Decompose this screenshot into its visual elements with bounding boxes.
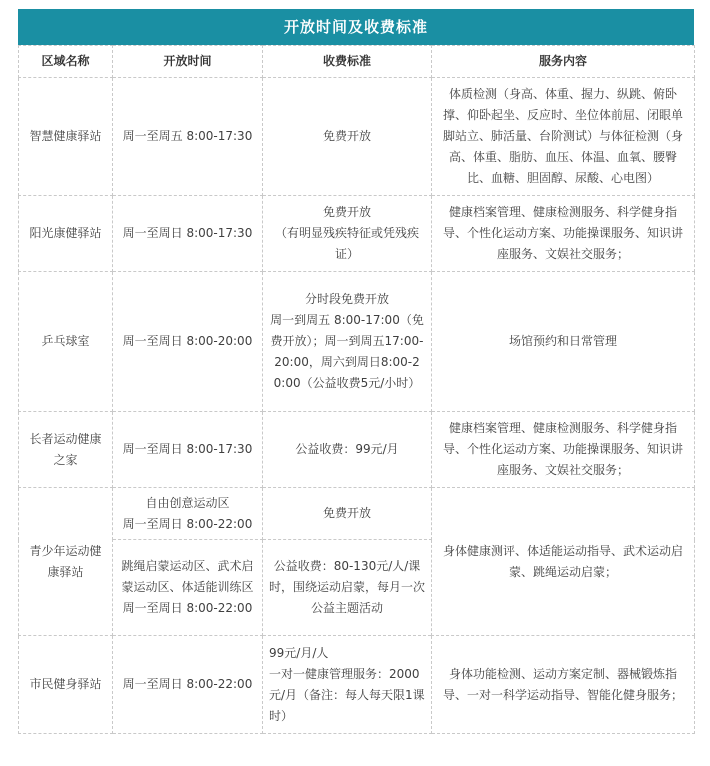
fee-standard: 公益收费：99元/月: [263, 412, 432, 488]
header-area-name: 区域名称: [19, 46, 113, 78]
service-content: 场馆预约和日常管理: [432, 272, 695, 412]
header-open-time: 开放时间: [113, 46, 263, 78]
fee-standard: 免费开放: [263, 78, 432, 196]
table-row: [19, 636, 695, 734]
area-name: 长者运动健康之家: [19, 412, 113, 488]
table-row: [19, 272, 695, 412]
fee-standard: 免费开放: [263, 488, 432, 540]
service-content: 身体健康测评、体适能运动指导、武术运动启蒙、跳绳运动启蒙；: [432, 488, 695, 636]
fee-schedule: [18, 9, 694, 734]
service-content: 健康档案管理、健康检测服务、科学健身指导、个性化运动方案、功能操课服务、知识讲座服务、文娱社交服务；: [432, 412, 695, 488]
area-name: 智慧健康驿站: [19, 78, 113, 196]
open-time: 周一至周日 8:00-22:00: [113, 636, 263, 734]
fee-standard: 分时段免费开放 周一到周五 8:00-17:00（免费开放）；周一到周五17:00-20:00，周六到周日8:00-20:00（公益收费5元/小时）: [263, 272, 432, 412]
fee-standard: 99元/月/人 一对一健康管理服务：2000元/月（备注：每人每天限1课时）: [263, 636, 432, 734]
open-time: 跳绳启蒙运动区、武术启蒙运动区、体适能训练区 周一至周日 8:00-22:00: [113, 540, 263, 636]
open-time: 周一至周五 8:00-17:30: [113, 78, 263, 196]
open-time: 周一至周日 8:00-17:30: [113, 196, 263, 272]
fee-standard: 公益收费：80-130元/人/课时，围绕运动启蒙，每月一次公益主题活动: [263, 540, 432, 636]
table-row: [19, 412, 695, 488]
area-name: 青少年运动健康驿站: [19, 488, 113, 636]
service-content: 健康档案管理、健康检测服务、科学健身指导、个性化运动方案、功能操课服务、知识讲座服务、文娱社交服务；: [432, 196, 695, 272]
fee-standard: 免费开放 （有明显残疾特征或凭残疾证）: [263, 196, 432, 272]
area-name: 阳光康健驿站: [19, 196, 113, 272]
table-title: 开放时间及收费标准: [18, 9, 694, 45]
service-content: 体质检测（身高、体重、握力、纵跳、俯卧撑、仰卧起坐、反应时、坐位体前屈、闭眼单脚站立、肺活量、台阶测试）与体征检测（身高、体重、脂肪、血压、体温、血氧、腰臀比、血糖、胆固醇、尿酸、心电图）: [432, 78, 695, 196]
header-fee-standard: 收费标准: [263, 46, 432, 78]
service-content: 身体功能检测、运动方案定制、器械锻炼指导、一对一科学运动指导、智能化健身服务；: [432, 636, 695, 734]
table-row: [19, 78, 695, 196]
open-time: 周一至周日 8:00-20:00: [113, 272, 263, 412]
area-name: 乒乓球室: [19, 272, 113, 412]
area-name: 市民健身驿站: [19, 636, 113, 734]
table-row: [19, 196, 695, 272]
schedule-table: [18, 45, 695, 734]
open-time: 周一至周日 8:00-17:30: [113, 412, 263, 488]
open-time: 自由创意运动区 周一至周日 8:00-22:00: [113, 488, 263, 540]
table-row: [19, 488, 695, 540]
header-row: [19, 46, 695, 78]
header-service-content: 服务内容: [432, 46, 695, 78]
